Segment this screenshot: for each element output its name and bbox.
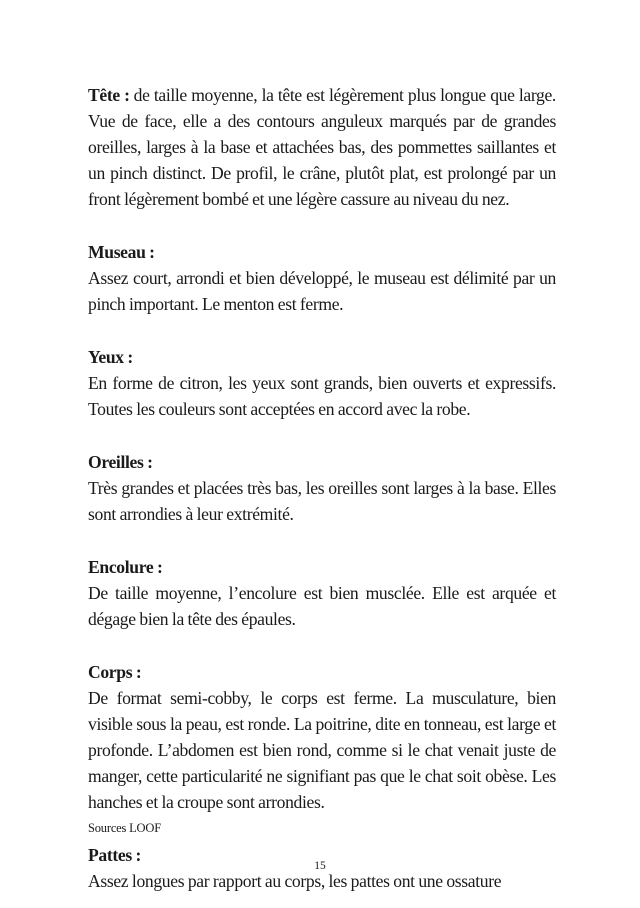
section-text: De taille moyenne, l’encolure est bien musclée. Elle est arquée et dégage bien la tête des épaules. — [88, 583, 556, 629]
section-yeux — [88, 344, 556, 422]
section-text: De format semi-cobby, le corps est ferme. La musculature, bien visible sous la peau, est ronde. La poitrine, dite en tonneau, est large et profonde. L’abdomen est bien rond, comme si le chat venait juste de manger, cette particularité ne signifiant pas que le chat soit obèse. Les hanches et la croupe sont arrondies. — [88, 688, 556, 812]
section-oreilles — [88, 449, 556, 527]
section-text: Très grandes et placées très bas, les oreilles sont larges à la base. Elles sont arrondies à leur extrémité. — [88, 478, 556, 524]
section-label: Museau : — [88, 242, 155, 262]
section-corps — [88, 659, 556, 815]
section-label: Oreilles : — [88, 452, 153, 472]
page-content — [88, 82, 556, 894]
page-number: 15 — [314, 860, 326, 872]
section-label: Encolure : — [88, 557, 163, 577]
source-note: Sources LOOF — [88, 821, 161, 835]
section-label: Pattes : — [88, 845, 141, 865]
section-tete — [88, 82, 556, 212]
section-paragraph — [88, 82, 556, 212]
section-label: Corps : — [88, 662, 142, 682]
section-museau — [88, 239, 556, 317]
section-text: de taille moyenne, la tête est légèrement plus longue que large. Vue de face, elle a des contours anguleux marqués par de grandes oreilles, larges à la base et attachées bas, des pommettes saillantes et un pinch distinct. De profil, le crâne, plutôt plat, est prolongé par un front légèrement bombé et une légère cassure au niveau du nez. — [88, 85, 556, 209]
section-label: Tête : — [88, 85, 130, 105]
section-encolure — [88, 554, 556, 632]
section-text: Assez longues par rapport au corps, les pattes ont une ossature — [88, 871, 502, 891]
section-label: Yeux : — [88, 347, 133, 367]
section-text: En forme de citron, les yeux sont grands, bien ouverts et expressifs. Toutes les couleurs sont acceptées en accord avec la robe. — [88, 373, 556, 419]
section-text: Assez court, arrondi et bien développé, le museau est délimité par un pinch important. Le menton est ferme. — [88, 268, 556, 314]
